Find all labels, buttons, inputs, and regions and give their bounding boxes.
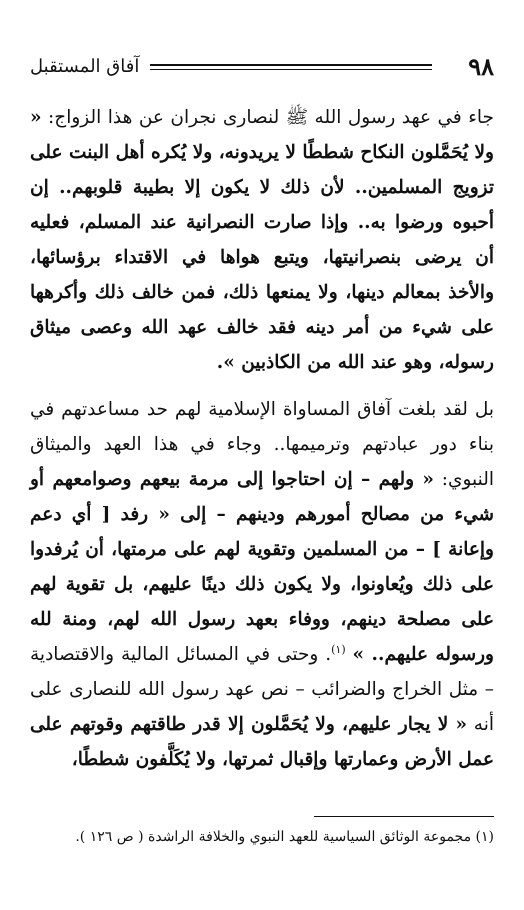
page-header (30, 52, 494, 84)
footnote-rule (314, 816, 494, 817)
page-number: ٩٨ (468, 52, 494, 81)
paragraph-2-quote: « ولهم – إن احتاجوا إلى مرمة بيعهم وصوامعهم أو شيء من مصالح أمورهم ودينهم – إلى « رفد [ أي دعم وإعانة ] – من المسلمين وتقوية لهم على مرمتها، أن يُرفدوا على ذلك ويُعاونوا، ولا يكون ذلك دينًا عليهم، بل تقوية لهم على مصلحة دينهم، ووفاء بعهد رسول الله لهم، ومنة لله ورسوله عليهم.. » (30, 469, 494, 665)
paragraph-2 (30, 392, 494, 777)
running-title: آفاق المستقبل (30, 56, 140, 77)
paragraph-2-quote-2: « لا يجار عليهم، ولا يُحَمَّلون إلا قدر طاقتهم وقوتهم على عمل الأرض وعمارتها وإقبال ثمرتها، ولا يُكَلَّفون شططًا، (30, 714, 494, 770)
footnote-reference[interactable]: (١) (331, 642, 346, 656)
paragraph-1 (30, 100, 494, 380)
paragraph-1-intro: جاء في عهد رسول الله ﷺ لنصارى نجران عن هذا الزواج: (41, 107, 494, 128)
paragraph-2-intro: بل لقد بلغت آفاق المساواة الإسلامية لهم حد مساعدتهم في بناء دور عبادتهم وترميمها.. وجاء في هذا العهد والميثاق النبوي: (30, 399, 494, 490)
paragraph-2-middle: . وحتى في المسائل المالية والاقتصادية – مثل الخراج والضرائب – نص عهد رسول الله للنصارى على أنه (30, 644, 494, 735)
body-text (30, 100, 494, 789)
paragraph-1-quote: « ولا يُحَمَّلون النكاح شططًا لا يريدونه، ولا يُكره أهل البنت على تزويج المسلمين.. لأن ذلك لا يكون إلا بطيبة قلوبهم.. إن أحبوه ورضوا به.. وإذا صارت النصرانية عند المسلم، فعليه أن يرضى بنصرانيتها، ويتبع هواها في الاقتداء برؤسائها، والأخذ بمعالم دينها، ولا يمنعها ذلك، فمن خالف ذلك وأكرهها على شيء من أمر دينه فقد خالف عهد الله وعصى ميثاق رسوله، وهو عند الله من الكاذبين ». (30, 107, 494, 373)
footnote: (١) مجموعة الوثائق السياسية للعهد النبوي والخلافة الراشدة ( ص ١٢٦ ). (75, 829, 494, 845)
header-rule (150, 64, 432, 70)
